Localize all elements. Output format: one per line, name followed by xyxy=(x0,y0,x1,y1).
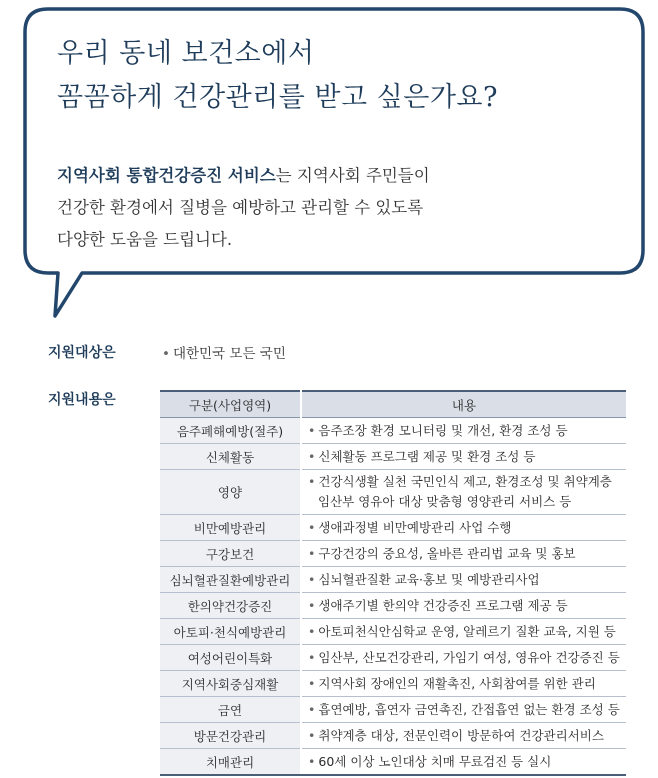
intro-line-3: 다양한 도움을 드립니다. xyxy=(57,230,233,249)
row-content-line xyxy=(308,472,626,492)
row-content xyxy=(301,671,626,697)
row-content xyxy=(301,749,626,776)
row-content-line xyxy=(308,674,626,694)
row-content xyxy=(301,541,626,567)
table-row xyxy=(160,444,626,470)
row-category: 지역사회중심재활 xyxy=(160,671,301,697)
row-content-text: 건강식생활 실천 국민인식 제고, 환경조성 및 취약계층 xyxy=(318,474,612,489)
row-category: 한의약건강증진 xyxy=(160,593,301,619)
row-content-line xyxy=(308,700,626,720)
service-name: 지역사회 통합건강증진 서비스 xyxy=(57,166,276,185)
table-row xyxy=(160,470,626,515)
row-content-text: 구강건강의 중요성, 올바른 관리법 교육 및 홍보 xyxy=(318,545,576,561)
table-row xyxy=(160,671,626,697)
row-content-line xyxy=(308,447,626,467)
table-row xyxy=(160,723,626,749)
row-content-text: 아토피천식안심학교 운영, 알레르기 질환 교육, 지원 등 xyxy=(318,623,616,639)
row-content-text: 취약계층 대상, 전문인력이 방문하여 건강관리서비스 xyxy=(318,727,604,743)
row-content xyxy=(301,619,626,645)
row-content xyxy=(301,418,626,444)
table-row xyxy=(160,593,626,619)
row-content-line xyxy=(308,518,626,538)
bullet-icon: • xyxy=(308,623,316,639)
row-content-text: 음주조장 환경 모니터링 및 개선, 환경 조성 등 xyxy=(318,422,568,438)
row-category: 비만예방관리 xyxy=(160,515,301,541)
row-content xyxy=(301,567,626,593)
headline-line-1: 우리 동네 보건소에서 xyxy=(57,38,315,69)
row-content-text: 60세 이상 노인대상 치매 무료검진 등 실시 xyxy=(318,753,552,769)
row-category: 심뇌혈관질환예방관리 xyxy=(160,567,301,593)
table-header-row xyxy=(160,391,626,418)
row-content xyxy=(301,593,626,619)
row-content xyxy=(301,645,626,671)
bullet-icon: • xyxy=(308,701,316,717)
intro-line-1 xyxy=(57,160,430,192)
table-row xyxy=(160,749,626,776)
table-row xyxy=(160,619,626,645)
row-content xyxy=(301,723,626,749)
row-content-line xyxy=(308,596,626,616)
bullet-icon: • xyxy=(308,519,316,535)
table-row xyxy=(160,418,626,444)
table-row xyxy=(160,515,626,541)
headline xyxy=(57,32,498,120)
row-content-line xyxy=(308,421,626,441)
bullet-icon: • xyxy=(308,753,316,769)
table-body xyxy=(160,418,626,776)
row-category: 음주폐해예방(절주) xyxy=(160,418,301,444)
row-category: 여성어린이특화 xyxy=(160,645,301,671)
row-content-text: 지역사회 장애인의 재활촉진, 사회참여를 위한 관리 xyxy=(318,675,596,691)
row-category: 신체활동 xyxy=(160,444,301,470)
table-row xyxy=(160,697,626,723)
row-content-line xyxy=(308,648,626,668)
bullet-icon: • xyxy=(162,346,170,362)
row-content xyxy=(301,470,626,515)
row-content xyxy=(301,444,626,470)
row-category: 구강보건 xyxy=(160,541,301,567)
row-content-text: 임산부, 산모건강관리, 가임기 여성, 영유아 건강증진 등 xyxy=(318,649,620,665)
row-content-line xyxy=(308,544,626,564)
row-content-text: 심뇌혈관질환 교육·홍보 및 예방관리사업 xyxy=(318,571,540,587)
header-category: 구분(사업영역) xyxy=(160,391,301,418)
table-row xyxy=(160,567,626,593)
row-category: 영양 xyxy=(160,470,301,515)
table-row xyxy=(160,541,626,567)
intro-line-2: 건강한 환경에서 질병을 예방하고 관리할 수 있도록 xyxy=(57,198,424,217)
row-content-text: 흡연예방, 흡연자 금연촉진, 간접흡연 없는 환경 조성 등 xyxy=(318,701,620,717)
row-content-text: 생애주기별 한의약 건강증진 프로그램 제공 등 xyxy=(318,597,568,613)
bullet-icon: • xyxy=(308,545,316,561)
row-content xyxy=(301,697,626,723)
header-content: 내용 xyxy=(301,391,626,418)
row-category: 치매관리 xyxy=(160,749,301,776)
bullet-icon: • xyxy=(308,571,316,587)
target-value: 대한민국 모든 국민 xyxy=(172,346,286,362)
bullet-icon: • xyxy=(308,649,316,665)
row-content-text: 임산부 영유아 대상 맞춤형 영양관리 서비스 등 xyxy=(318,494,572,509)
bullet-icon: • xyxy=(308,597,316,613)
row-content-line xyxy=(308,570,626,590)
row-content-line xyxy=(308,622,626,642)
support-content-table xyxy=(160,390,626,776)
bullet-icon: • xyxy=(308,675,316,691)
table-row xyxy=(160,645,626,671)
bullet-icon: • xyxy=(308,474,316,489)
row-content-line xyxy=(308,726,626,746)
headline-line-2: 꼼꼼하게 건강관리를 받고 싶은가요? xyxy=(57,82,498,113)
row-content-text: 신체활동 프로그램 제공 및 환경 조성 등 xyxy=(318,448,536,464)
content-label: 지원내용은 xyxy=(48,392,116,408)
bullet-icon: • xyxy=(308,448,316,464)
row-content-line xyxy=(308,492,626,512)
row-content xyxy=(301,515,626,541)
target-label: 지원대상은 xyxy=(48,345,116,361)
intro-line-1-rest: 는 지역사회 주민들이 xyxy=(275,166,430,185)
row-category: 아토피·천식예방관리 xyxy=(160,619,301,645)
bullet-icon: • xyxy=(308,727,316,743)
target-value-row xyxy=(162,342,286,362)
row-category: 방문건강관리 xyxy=(160,723,301,749)
row-content-line xyxy=(308,752,626,772)
row-content-text: 생애과정별 비만예방관리 사업 수행 xyxy=(318,519,512,535)
intro-text xyxy=(57,160,430,256)
row-category: 금연 xyxy=(160,697,301,723)
bullet-icon: • xyxy=(308,422,316,438)
